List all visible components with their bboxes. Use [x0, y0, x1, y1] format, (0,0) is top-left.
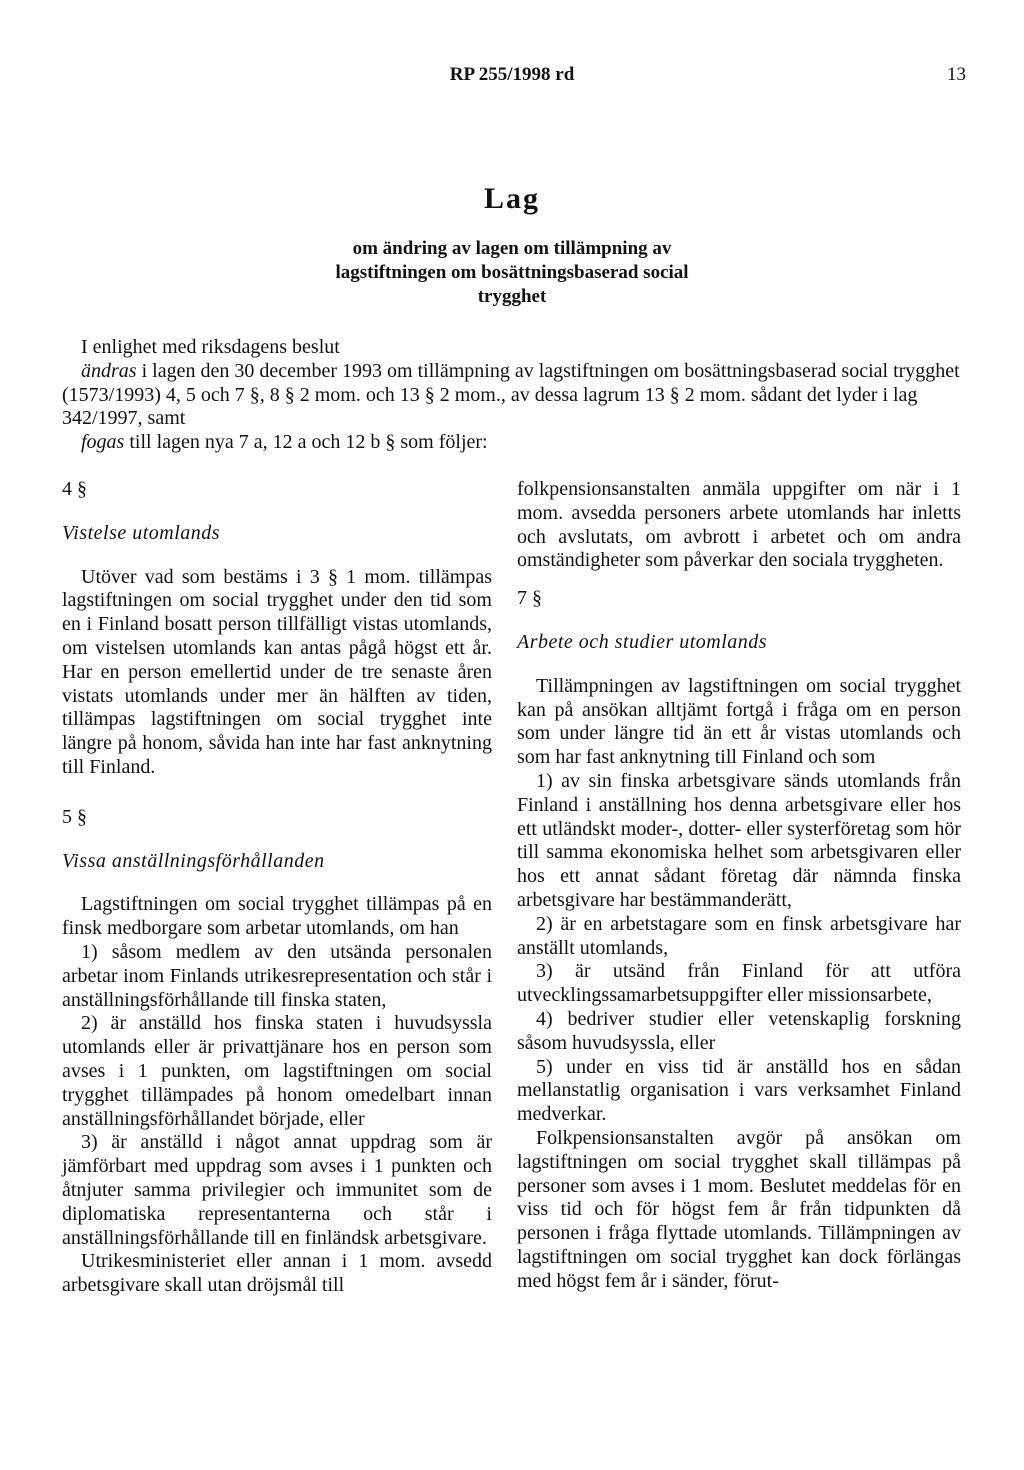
intro-andras-word: ändras	[81, 359, 137, 382]
intro-block	[62, 336, 967, 455]
section-7-item-5: 5) under en viss tid är anställd hos en sådan mellanstatlig organisation i vars verksamhet Finland medverkar.	[517, 1055, 961, 1126]
intro-line: I enlighet med riksdagens beslut	[81, 336, 340, 358]
section-5-paragraph: Lagstiftningen om social trygghet tillämpas på en finsk medborgare som arbetar utomlands, om han	[62, 893, 492, 940]
section-4-paragraph: Utöver vad som bestäms i 3 § 1 mom. tillämpas lagstiftningen om social trygghet under den tid som en i Finland bosatt person tillfälligt vistas utomlands, om vistelsen utomlands kan antas pågå högst ett år. Har en person emellertid under de tre senaste åren vistats utomlands under mer än hälften av tiden, tillämpas lagstiftningen om social trygghet inte längre på honom, såvida han inte har fast anknytning till Finland.	[62, 565, 492, 778]
page-number: 13	[947, 64, 966, 85]
section-7-paragraph: Tillämpningen av lagstiftningen om social trygghet kan på ansökan alltjämt fortgå i fråga om en person som under längre tid än ett år vistas utomlands och som har fast anknytning till Finland och som	[517, 674, 961, 769]
law-title: Lag	[483, 182, 540, 215]
section-7-item-3: 3) är utsänd från Finland för att utföra utvecklingssamarbetsuppgifter eller missionsarbete,	[517, 960, 961, 1007]
section-5-heading: Vissa anställningsförhållanden	[62, 849, 325, 872]
section-7-item-4: 4) bedriver studier eller vetenskaplig forskning såsom huvudsyssla, eller	[517, 1007, 961, 1054]
intro-fogas-word: fogas	[81, 431, 125, 454]
section-5-number: 5 §	[62, 805, 87, 828]
header-title: RP 255/1998 rd	[449, 64, 575, 85]
intro-fogas-text: till lagen nya 7 a, 12 a och 12 b § som följer:	[124, 431, 488, 454]
right-column	[517, 478, 961, 1294]
section-7-item-1: 1) av sin finska arbetsgivare sänds utomlands från Finland i anställning hos denna arbetsgivare eller hos ett utländskt moder-, dotter- eller systerföretag som hör till samma ekonomiska helhet som arbetsgivaren eller hos ett annat sådant företag där nämnda finska arbetsgivare har bestämmanderätt,	[517, 769, 961, 911]
section-7-item-2: 2) är en arbetstagare som en finsk arbetsgivare har anställt utomlands,	[517, 912, 961, 959]
section-5-paragraph-2: Utrikesministeriet eller annan i 1 mom. avsedd arbetsgivare skall utan dröjsmål till	[62, 1250, 492, 1297]
intro-amendment	[62, 360, 967, 431]
section-5-item-1: 1) såsom medlem av den utsända personalen arbetar inom Finlands utrikesrepresentation och står i anställningsförhållande till finska staten,	[62, 940, 492, 1011]
section-4-heading: Vistelse utomlands	[62, 521, 221, 544]
section-4-number: 4 §	[62, 478, 87, 500]
section-5-item-3: 3) är anställd i något annat uppdrag som är jämförbart med uppdrag som avses i 1 punkten och åtnjuter samma privilegier och immunitet som de diplomatiska representanterna och står i anställningsförhållande till en finländsk arbetsgivare.	[62, 1131, 492, 1249]
section-5-paragraph-2-cont: folkpensionsanstalten anmäla uppgifter om när i 1 mom. avsedda personers arbete utomlands har inletts och avslutats, om avbrott i arbetet och om andra omständigheter som påverkar den sociala tryggheten.	[517, 478, 961, 572]
law-subtitle: om ändring av lagen om tillämpning av lagstiftningen om bosättningsbaserad social trygghet	[335, 238, 689, 307]
section-7-paragraph-2: Folkpensionsanstalten avgör på ansökan om lagstiftningen om social trygghet skall tillämpas på personer som avses i 1 mom. Beslutet meddelas för en viss tid och för högst fem år från tidpunkten då personen i fråga flyttade utomlands. Tillämpningen av lagstiftningen om social trygghet kan dock förlängas med högst fem år i sänder, förut-	[517, 1126, 961, 1292]
intro-addition	[62, 431, 967, 455]
intro-andras-text: i lagen den 30 december 1993 om tillämpning av lagstiftningen om bosättningsbaserad social trygghet (1573/1993) 4, 5 och 7 §, 8 § 2 mom. och 13 § 2 mom., av dessa lagrum 13 § 2 mom. sådant det lyder i lag 342/1997, samt	[62, 359, 960, 430]
section-7-number: 7 §	[517, 587, 542, 610]
section-7-heading: Arbete och studier utomlands	[517, 630, 768, 653]
section-5-item-2: 2) är anställd hos finska staten i huvudsyssla utomlands eller är privattjänare hos en person som avses i 1 punkten, om lagstiftningen om social trygghet tillämpades på honom omedelbart innan anställningsförhållandet började, eller	[62, 1012, 492, 1130]
left-column	[62, 478, 492, 1298]
